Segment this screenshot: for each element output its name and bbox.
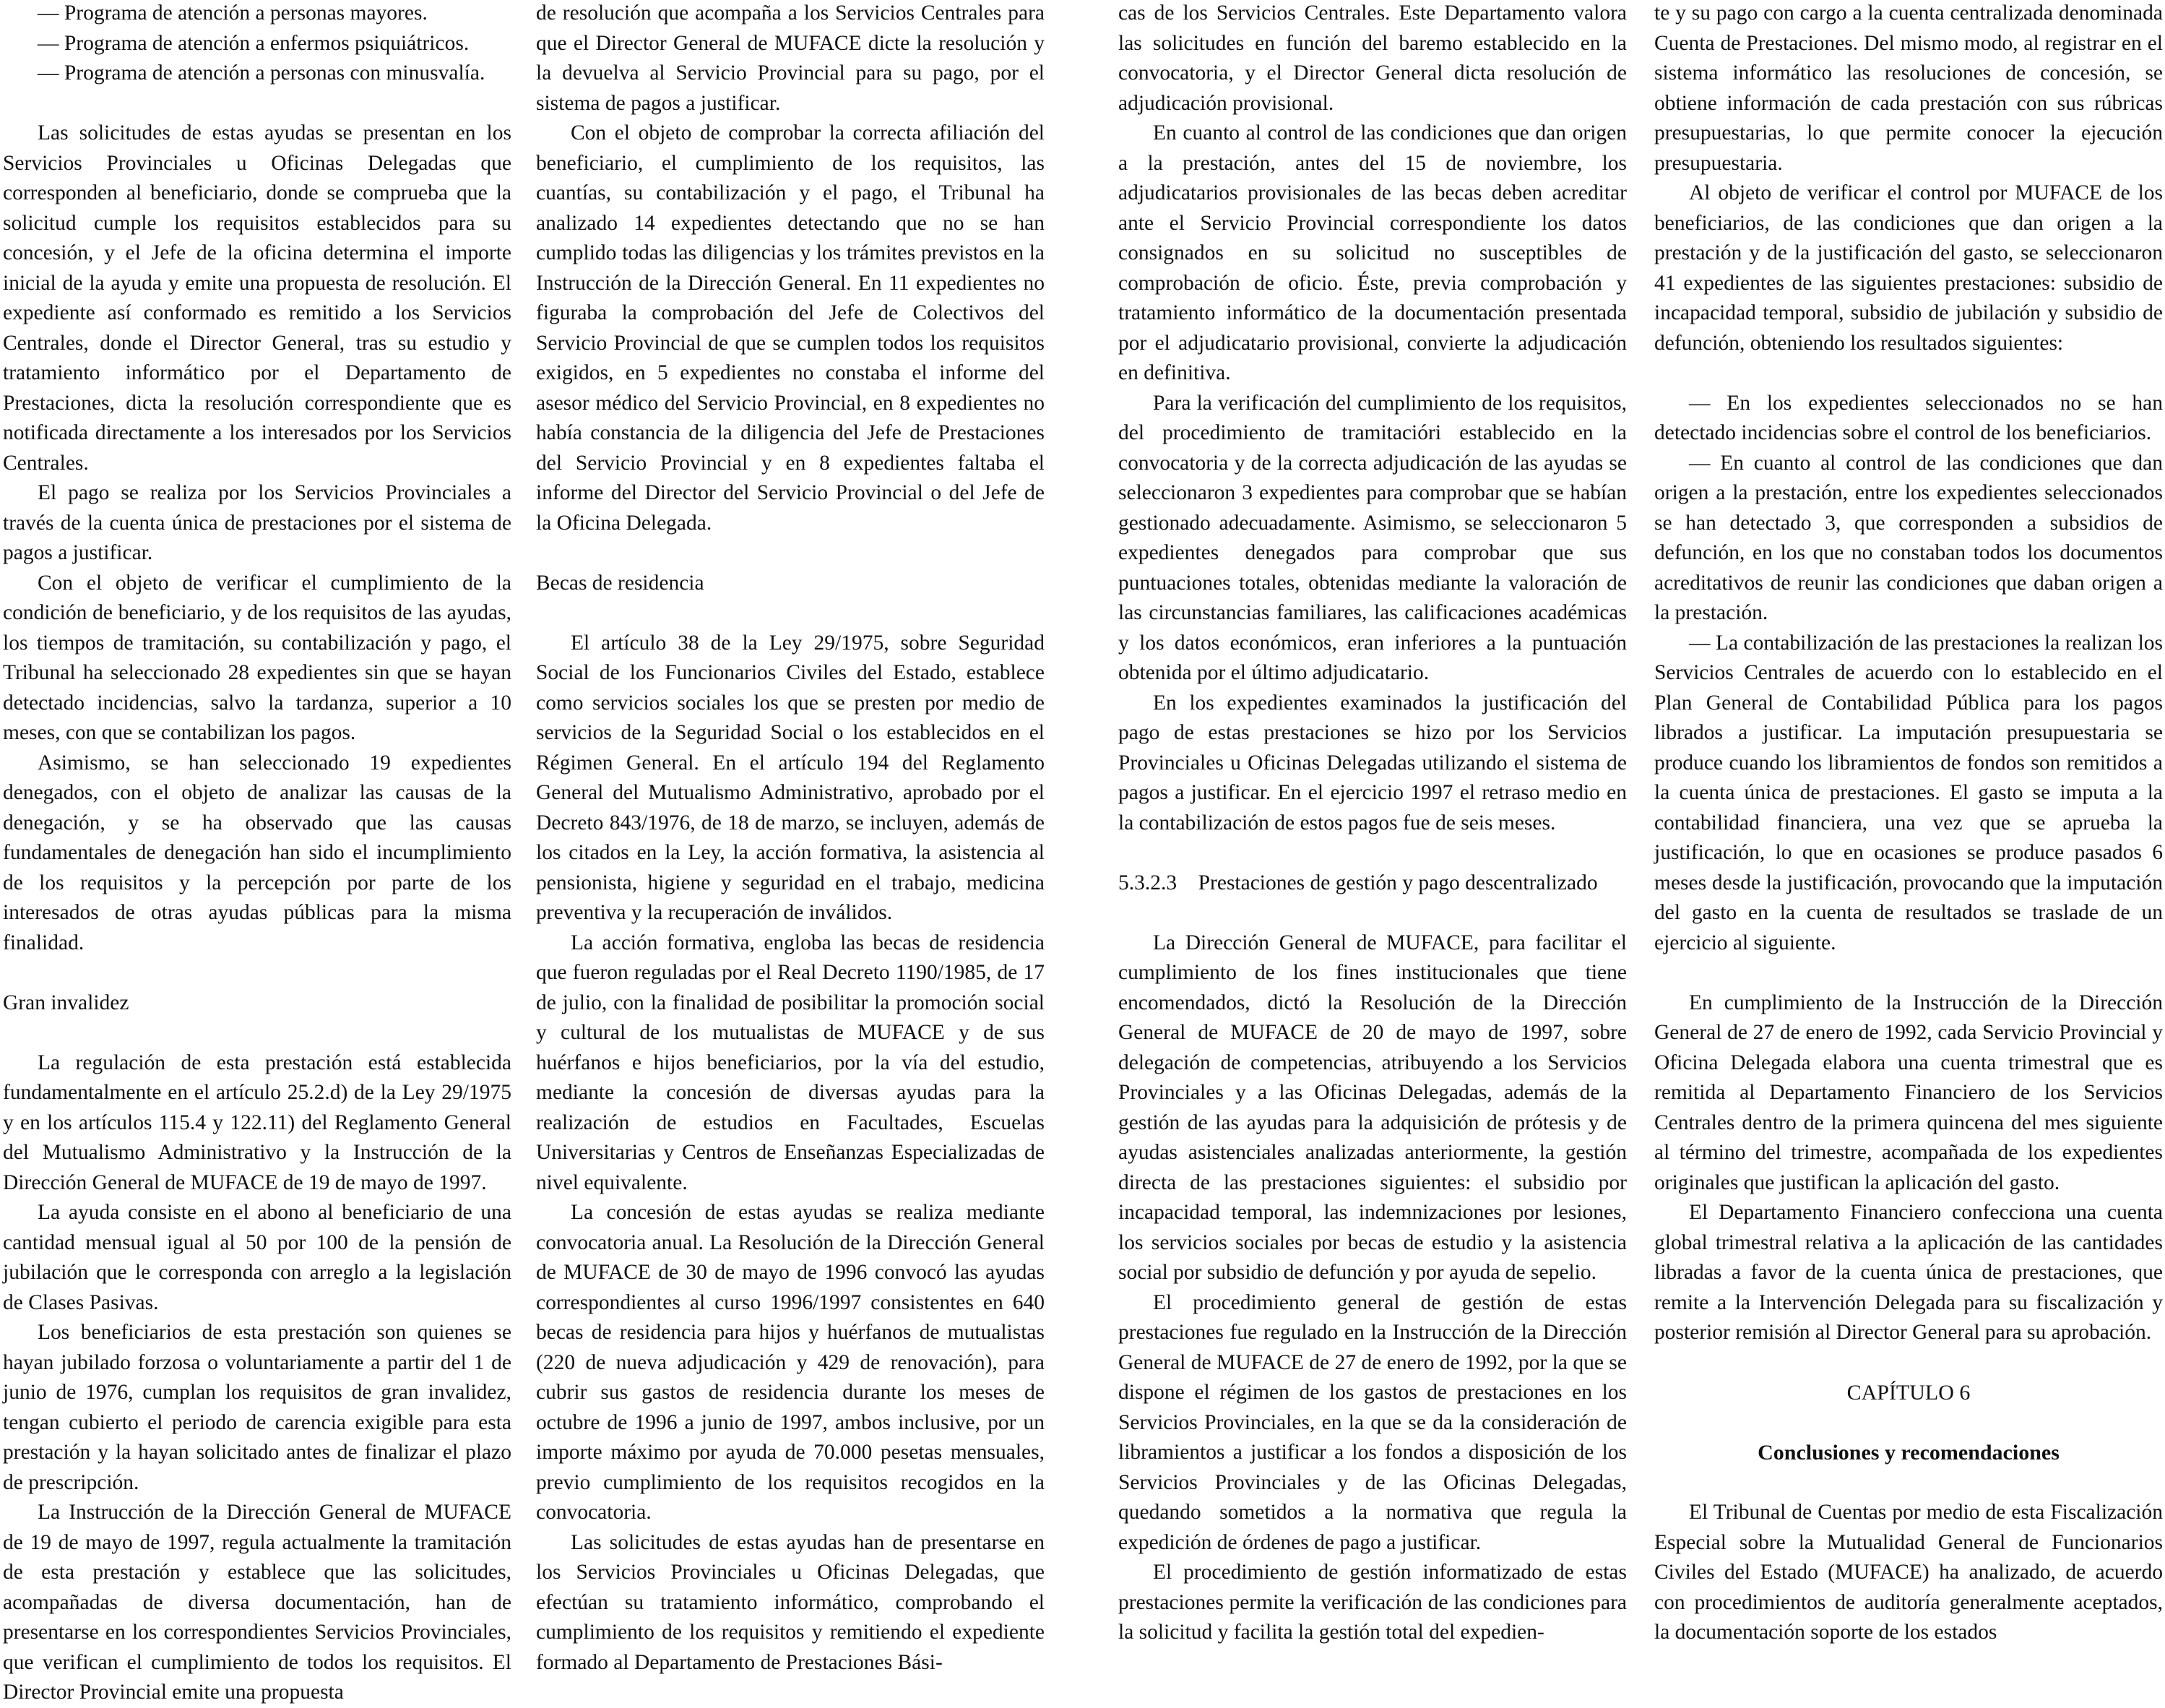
section-heading: 5.3.2.3 Prestaciones de gestión y pago descentralizado xyxy=(1118,871,1598,894)
spacer xyxy=(1654,958,2163,988)
spacer xyxy=(3,89,511,119)
spacer xyxy=(1118,898,1627,928)
list-item: — Programa de atención a personas mayores. xyxy=(38,1,428,25)
paragraph: de resolución que acompaña a los Servicios Centrales para que el Director General de MUFACE dicte la resolución y la devuelva al Servicio Provincial para su pago, por el sistema de pagos a justificar. xyxy=(536,1,1045,115)
paragraph: En los expedientes examinados la justificación del pago de estas prestaciones se hizo por los Servicios Provinciales u Oficinas Delegadas utilizando el sistema de pagos a justificar. En el ejercicio 1997 el retraso medio en la contabilización de estos pagos fue de seis meses. xyxy=(1118,691,1627,834)
paragraph: Las solicitudes de estas ayudas se presentan en los Servicios Provinciales u Oficinas Delegadas que corresponden al beneficiario, donde se comprueba que la solicitud cumple los requisitos establecidos para su concesión, y el Jefe de la oficina determina el importe inicial de la ayuda y emite una propuesta de resolución. El expediente así conformado es remitido a los Servicios Centrales, donde el Director General, tras su estudio y tratamiento informático por el Departamento de Prestaciones, dicta la resolución correspondiente que es notificada directamente a los interesados por los Servicios Centrales. xyxy=(3,121,511,475)
paragraph: La acción formativa, engloba las becas de residencia que fueron reguladas por el Real Decreto 1190/1985, de 17 de julio, con la finalidad de posibilitar la promoción social y cultural de los mutualistas de MUFACE y de sus huérfanos e hijos beneficiarios, por la vía del estudio, mediante la concesión de diversas ayudas para la realización de estudios en Facultades, Escuelas Universitarias y Centros de Enseñanzas Especializadas de nivel equivalente. xyxy=(536,931,1045,1194)
spacer xyxy=(1654,1408,2163,1439)
paragraph: El Departamento Financiero confecciona una cuenta global trimestral relativa a la aplicación de las cantidades libradas a favor de la cuenta única de prestaciones, que remite a la Intervención Delegada para su fiscalización y posterior remisión al Director General para su aprobación. xyxy=(1654,1201,2163,1344)
list-item: — La contabilización de las prestaciones la realizan los Servicios Centrales de acuerdo con lo establecido en el Plan General de Contabilidad Pública para los pagos librados a justificar. La imputación presupuestaria se produce cuando los libramientos de fondos son remitidos a la cuenta única de prestaciones. El gasto se imputa a la contabilidad financiera, una vez que se aprueba la justificación, lo que en ocasiones se produce pasados 6 meses desde la justificación, provocando que la imputación del gasto en la cuenta de resultados se traslade de un ejercicio al siguiente. xyxy=(1654,631,2163,954)
list-item: — En los expedientes seleccionados no se han detectado incidencias sobre el control de los beneficiarios. xyxy=(1654,391,2163,444)
chapter-title: Conclusiones y recomendaciones xyxy=(1758,1441,2060,1465)
spacer xyxy=(1654,1348,2163,1379)
spacer xyxy=(536,538,1045,569)
paragraph: La regulación de esta prestación está establecida fundamentalmente en el artículo 25.2.d) de la Ley 29/1975 y en los artículos 115.4 y 122.11) del Reglamento General del Mutualismo Administrativo y la Instrucción de la Dirección General de MUFACE de 19 de mayo de 1997. xyxy=(3,1051,511,1194)
paragraph: El procedimiento general de gestión de estas prestaciones fue regulado en la Instrucción de la Dirección General de MUFACE de 27 de enero de 1992, por la que se dispone el régimen de los gastos de prestaciones en los Servicios Provinciales, en la que se da la consideración de libramientos a justificar a los fondos a disposición de los Servicios Provinciales y de las Oficinas Delegadas, quedando sometidos a la normativa que regula la expedición de órdenes de pago a justificar. xyxy=(1118,1290,1627,1554)
paragraph: Las solicitudes de estas ayudas han de presentarse en los Servicios Provinciales u Oficinas Delegadas, que efectúan su tratamiento informático, comprobando el cumplimiento de los requisitos y remitiendo el expediente formado al Departamento de Prestaciones Bási- xyxy=(536,1530,1045,1674)
spacer xyxy=(3,958,511,988)
text-column-2 xyxy=(536,0,1045,1674)
text-column-1 xyxy=(3,0,511,1704)
list-item: — En cuanto al control de las condiciones que dan origen a la prestación, entre los expedientes seleccionados se han detectado 3, que corresponden a subsidios de defunción, en los que no constaban todos los documentos acreditativos de reunir las condiciones que daban origen a la prestación. xyxy=(1654,451,2163,624)
paragraph: En cuanto al control de las condiciones que dan origen a la prestación, antes del 15 de noviembre, los adjudicatarios provisionales de las becas deben acreditar ante el Servicio Provincial correspondiente los datos consignados en su solicitud no susceptibles de comprobación de oficio. Éste, previa comprobación y tratamiento informático de la documentación presentada por el adjudicatario provisional, convierte la adjudicación en definitiva. xyxy=(1118,121,1627,384)
spacer xyxy=(1118,838,1627,868)
paragraph: te y su pago con cargo a la cuenta centralizada denominada Cuenta de Prestaciones. Del mismo modo, al registrar en el sistema informático las resoluciones de concesión, se obtiene información de cada prestación con sus rúbricas presupuestarias, lo que permite conocer la ejecución presupuestaria. xyxy=(1654,1,2163,175)
chapter-number: CAPÍTULO 6 xyxy=(1846,1381,1971,1405)
text-column-3 xyxy=(1118,0,1627,1674)
paragraph: La Instrucción de la Dirección General de MUFACE de 19 de mayo de 1997, regula actualmente la tramitación de esta prestación y establece que las solicitudes, acompañadas de diversa documentación, han de presentarse en los correspondientes Servicios Provinciales, que verifican el cumplimiento de todos los requisitos. El Director Provincial emite una propuesta xyxy=(3,1501,511,1704)
list-item: — Programa de atención a personas con minusvalía. xyxy=(38,61,485,85)
paragraph: La Dirección General de MUFACE, para facilitar el cumplimiento de los fines institucionales que tiene encomendados, dictó la Resolución de la Dirección General de MUFACE de 20 de mayo de 1997, sobre delegación de competencias, atribuyendo a los Servicios Provinciales y a las Oficinas Delegadas, además de la gestión de las ayudas para la adquisición de prótesis y de ayudas asistenciales analizadas anteriormente, la gestión directa de las prestaciones siguientes: el subsidio por incapacidad temporal, las indemnizaciones por lesiones, los servicios sociales por becas de estudio y la asistencia social por subsidio de defunción y por ayuda de sepelio. xyxy=(1118,931,1627,1284)
spacer xyxy=(536,598,1045,629)
paragraph: El pago se realiza por los Servicios Provinciales a través de la cuenta única de prestaciones por el sistema de pagos a justificar. xyxy=(3,481,511,564)
paragraph: La concesión de estas ayudas se realiza mediante convocatoria anual. La Resolución de la Dirección General de MUFACE de 30 de mayo de 1996 convocó las ayudas correspondientes al curso 1996/1997 consistentes en 640 becas de residencia para hijos y huérfanos de mutualistas (220 de nueva adjudicación y 429 de renovación), para cubrir sus gastos de residencia durante los meses de octubre de 1996 a junio de 1997, ambos inclusive, por un importe máximo por ayuda de 70.000 pesetas mensuales, previo cumplimiento de los requisitos recogidos en la convocatoria. xyxy=(536,1201,1045,1524)
paragraph: En cumplimiento de la Instrucción de la Dirección General de 27 de enero de 1992, cada Servicio Provincial y Oficina Delegada elabora una cuenta trimestral que es remitida al Departamento Financiero de los Servicios Centrales dentro de la primera quincena del mes siguiente al término del trimestre, acompañada de los expedientes originales que justifican la aplicación del gasto. xyxy=(1654,991,2163,1194)
paragraph: El Tribunal de Cuentas por medio de esta Fiscalización Especial sobre la Mutualidad General de Funcionarios Civiles del Estado (MUFACE) ha analizado, de acuerdo con procedimientos de auditoría generalmente aceptados, la documentación soporte de los estados xyxy=(1654,1501,2163,1644)
paragraph: Asimismo, se han seleccionado 19 expedientes denegados, con el objeto de analizar las causas de la denegación, y se ha observado que las causas fundamentales de denegación han sido el incumplimiento de los requisitos y la percepción por parte de los interesados de otras ayudas públicas para la misma finalidad. xyxy=(3,751,511,954)
paragraph: Con el objeto de verificar el cumplimiento de la condición de beneficiario, y de los requisitos de las ayudas, los tiempos de tramitación, su contabilización y pago, el Tribunal ha seleccionado 28 expedientes sin que se hayan detectado incidencias, salvo la tardanza, superior a 10 meses, con que se contabilizan los pagos. xyxy=(3,571,511,744)
spacer xyxy=(1654,1468,2163,1498)
paragraph: El procedimiento de gestión informatizado de estas prestaciones permite la verificación de las condiciones para la solicitud y facilita la gestión total del expedien- xyxy=(1118,1561,1627,1644)
spacer xyxy=(3,1018,511,1048)
section-heading: Becas de residencia xyxy=(536,571,704,595)
paragraph: Para la verificación del cumplimiento de los requisitos, del procedimiento de tramitacióri establecido en la convocatoria y de la correcta adjudicación de las ayudas se seleccionaron 3 expedientes para comprobar que se habían gestionado adecuadamente. Asimismo, se seleccionaron 5 expedientes denegados para comprobar que sus puntuaciones totales, obtenidas mediante la valoración de las circunstancias familiares, las calificaciones académicas y los datos económicos, eran inferiores a la puntuación obtenida por el último adjudicatario. xyxy=(1118,391,1627,684)
paragraph: Al objeto de verificar el control por MUFACE de los beneficiarios, de las condiciones que dan origen a la prestación y de la justificación del gasto, se seleccionaron 41 expedientes de las siguientes prestaciones: subsidio de incapacidad temporal, subsidio de jubilación y subsidio de defunción, obteniendo los resultados siguientes: xyxy=(1654,181,2163,355)
section-heading: Gran invalidez xyxy=(3,991,129,1014)
paragraph: Los beneficiarios de esta prestación son quienes se hayan jubilado forzosa o voluntariamente a partir del 1 de junio de 1976, cumplan los requisitos de gran invalidez, tengan cubierto el periodo de carencia exigible para esta prestación y la hayan solicitado antes de finalizar el plazo de prescripción. xyxy=(3,1321,511,1494)
spacer xyxy=(1654,358,2163,389)
paragraph: El artículo 38 de la Ley 29/1975, sobre Seguridad Social de los Funcionarios Civiles del Estado, establece como servicios sociales los que se presten por medio de servicios de la Seguridad Social o los establecidos en el Régimen General. En el artículo 194 del Reglamento General del Mutualismo Administrativo, aprobado por el Decreto 843/1976, de 18 de marzo, se incluyen, además de los citados en la Ley, la acción formativa, la asistencia al pensionista, higiene y seguridad en el trabajo, medicina preventiva y la recuperación de inválidos. xyxy=(536,631,1045,924)
paragraph: Con el objeto de comprobar la correcta afiliación del beneficiario, el cumplimiento de los requisitos, las cuantías, su contabilización y el pago, el Tribunal ha analizado 14 expedientes detectando que no se han cumplido todas las diligencias y los trámites previstos en la Instrucción de la Dirección General. En 11 expedientes no figuraba la comprobación del Jefe de Colectivos del Servicio Provincial de que se cumplen todos los requisitos exigidos, en 5 expedientes no constaba el informe del asesor médico del Servicio Provincial, en 8 expedientes no había constancia de la diligencia del Jefe de Prestaciones del Servicio Provincial y en 8 expedientes faltaba el informe del Director del Servicio Provincial o del Jefe de la Oficina Delegada. xyxy=(536,121,1045,535)
text-column-4 xyxy=(1654,0,2163,1674)
paragraph: La ayuda consiste en el abono al beneficiario de una cantidad mensual igual al 50 por 100 de la pensión de jubilación que le corresponda con arreglo a la legislación de Clases Pasivas. xyxy=(3,1201,511,1314)
paragraph: cas de los Servicios Centrales. Este Departamento valora las solicitudes en función del baremo establecido en la convocatoria, y el Director General dicta resolución de adjudicación provisional. xyxy=(1118,1,1627,115)
list-item: — Programa de atención a enfermos psiquiátricos. xyxy=(38,31,470,55)
